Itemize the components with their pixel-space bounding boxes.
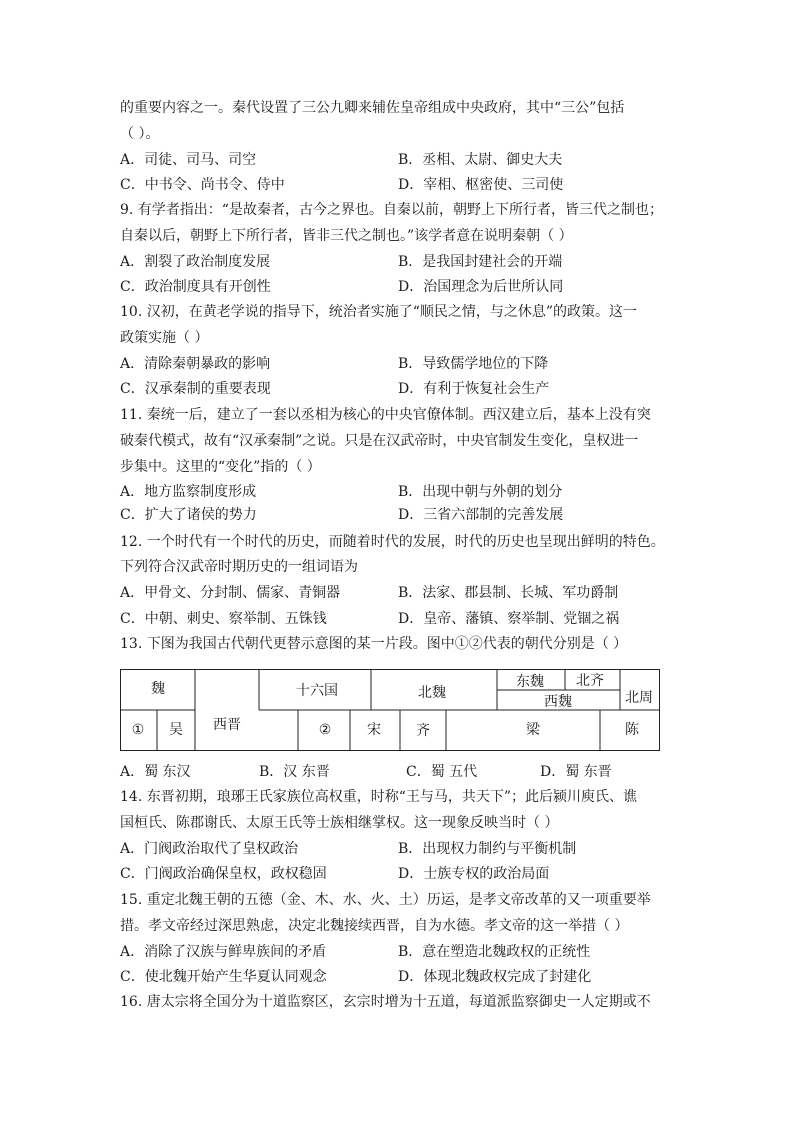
q11-option-c: C．扩大了诸侯的势力 xyxy=(120,507,257,523)
q15-option-a: A．消除了汉族与鲜卑族间的矛盾 xyxy=(120,944,327,960)
cell-qi: 齐 xyxy=(416,723,430,739)
q8-option-c: C．中书令、尚书令、侍中 xyxy=(120,177,285,193)
q12-line1: 12. 一个时代有一个时代的历史，而随着时代的发展，时代的历史也呈现出鲜明的特色。 xyxy=(120,534,665,550)
q10-line1: 10. 汉初，在黄老学说的指导下，统治者实施了“顺民之情，与之休息”的政策。这一 xyxy=(120,304,638,320)
dynasty-diagram xyxy=(120,669,660,751)
q10-option-d: D．有利于恢复社会生产 xyxy=(398,381,550,397)
cell-song: 宋 xyxy=(367,722,381,738)
q14-option-c: C．门阀政治确保皇权，政权稳固 xyxy=(120,866,327,882)
q15-line2: 措。孝文帝经过深思熟虑，决定北魏接续西晋，自为水德。孝文帝的这一举措（ ） xyxy=(120,918,629,934)
cell-wu: 吴 xyxy=(169,722,183,738)
q14-option-d: D．士族专权的政治局面 xyxy=(398,866,550,882)
q8-option-a: A．司徒、司马、司空 xyxy=(120,152,257,168)
q8-option-d: D．宰相、枢密使、三司使 xyxy=(398,177,564,193)
q11-option-d: D．三省六部制的完善发展 xyxy=(398,507,564,523)
cell-placeholder-1: ① xyxy=(131,722,145,738)
q10-option-b: B．导致儒学地位的下降 xyxy=(398,356,549,372)
q9-option-c: C．政治制度具有开创性 xyxy=(120,279,271,295)
q15-option-c: C．使北魏开始产生华夏认同观念 xyxy=(120,969,327,985)
q13-option-b: B．汉 东晋 xyxy=(259,764,330,780)
q13-option-c: C．蜀 五代 xyxy=(406,764,478,780)
q15-option-b: B．意在塑造北魏政权的正统性 xyxy=(398,944,591,960)
q8-line1: 的重要内容之一。秦代设置了三公九卿来辅佐皇帝组成中央政府，其中“三公”包括 xyxy=(120,100,625,116)
cell-xiwei: 西魏 xyxy=(544,694,572,710)
q10-option-c: C．汉承秦制的重要表现 xyxy=(120,381,271,397)
q10-option-a: A．清除秦朝暴政的影响 xyxy=(120,356,271,372)
q11-option-b: B．出现中朝与外朝的划分 xyxy=(398,484,563,500)
q12-option-c: C．中朝、刺史、察举制、五铢钱 xyxy=(120,611,327,627)
q12-line2: 下列符合汉武帝时期历史的一组词语为 xyxy=(120,559,358,575)
q9-option-a: A．割裂了政治制度发展 xyxy=(120,254,271,270)
cell-shiliuguo: 十六国 xyxy=(296,683,338,699)
cell-liang: 梁 xyxy=(526,722,540,738)
cell-beiwei: 北魏 xyxy=(418,685,446,701)
q12-option-b: B．法家、郡县制、长城、军功爵制 xyxy=(398,585,619,601)
cell-dongwei: 东魏 xyxy=(516,674,544,690)
q11-option-a: A．地方监察制度形成 xyxy=(120,484,257,500)
q14-option-a: A．门阀政治取代了皇权政治 xyxy=(120,841,299,857)
q9-line2: 自秦以后，朝野上下所行者，皆非三代之制也。”该学者意在说明秦朝（ ） xyxy=(120,228,573,244)
q9-option-b: B．是我国封建社会的开端 xyxy=(398,254,563,270)
q15-line1: 15. 重定北魏王朝的五德（金、木、水、火、土）历运，是孝文帝改革的又一项重要举 xyxy=(120,892,651,908)
cell-placeholder-2: ② xyxy=(318,722,332,738)
cell-xijin: 西晋 xyxy=(213,717,241,733)
q8-line2: （ ）。 xyxy=(120,126,160,142)
cell-beiqi: 北齐 xyxy=(576,673,604,689)
cell-wei: 魏 xyxy=(151,681,165,697)
q12-option-d: D．皇帝、藩镇、察举制、党锢之祸 xyxy=(398,611,620,627)
q14-option-b: B．出现权力制约与平衡机制 xyxy=(398,841,577,857)
q16-line1: 16. 唐太宗将全国分为十道监察区，玄宗时增为十五道，每道派监察御史一人定期或不 xyxy=(120,994,651,1010)
q11-line3: 步集中。这里的“变化”指的（ ） xyxy=(120,459,321,475)
q9-line1: 9. 有学者指出：“是故秦者，古今之界也。自秦以前，朝野上下所行者，皆三代之制也； xyxy=(120,202,663,218)
cell-chen: 陈 xyxy=(625,722,639,738)
cell-beizhou: 北周 xyxy=(625,690,653,706)
q8-option-b: B．丞相、太尉、御史大夫 xyxy=(398,152,563,168)
q11-line1: 11. 秦统一后，建立了一套以丞相为核心的中央官僚体制。西汉建立后，基本上没有突 xyxy=(120,407,651,423)
q13-option-d: D．蜀 东晋 xyxy=(540,764,612,780)
q10-line2: 政策实施（ ） xyxy=(120,330,209,346)
q13-option-a: A．蜀 东汉 xyxy=(120,764,191,780)
q9-option-d: D．治国理念为后世所认同 xyxy=(398,279,564,295)
q12-option-a: A．甲骨文、分封制、儒家、青铜器 xyxy=(120,585,341,601)
q11-line2: 破秦代模式，故有“汉承秦制”之说。只是在汉武帝时，中央官制发生变化，皇权进一 xyxy=(120,433,639,449)
q15-option-d: D．体现北魏政权完成了封建化 xyxy=(398,969,592,985)
q14-line1: 14. 东晋初期，琅琊王氏家族位高权重，时称“王与马，共天下”；此后颍川庾氏、谯 xyxy=(120,789,638,805)
q13-line1: 13. 下图为我国古代朝代更替示意图的某一片段。图中①②代表的朝代分别是（ ） xyxy=(120,636,628,652)
q14-line2: 国桓氏、陈郡谢氏、太原王氏等士族相继掌权。这一现象反映当时（ ） xyxy=(120,815,559,831)
